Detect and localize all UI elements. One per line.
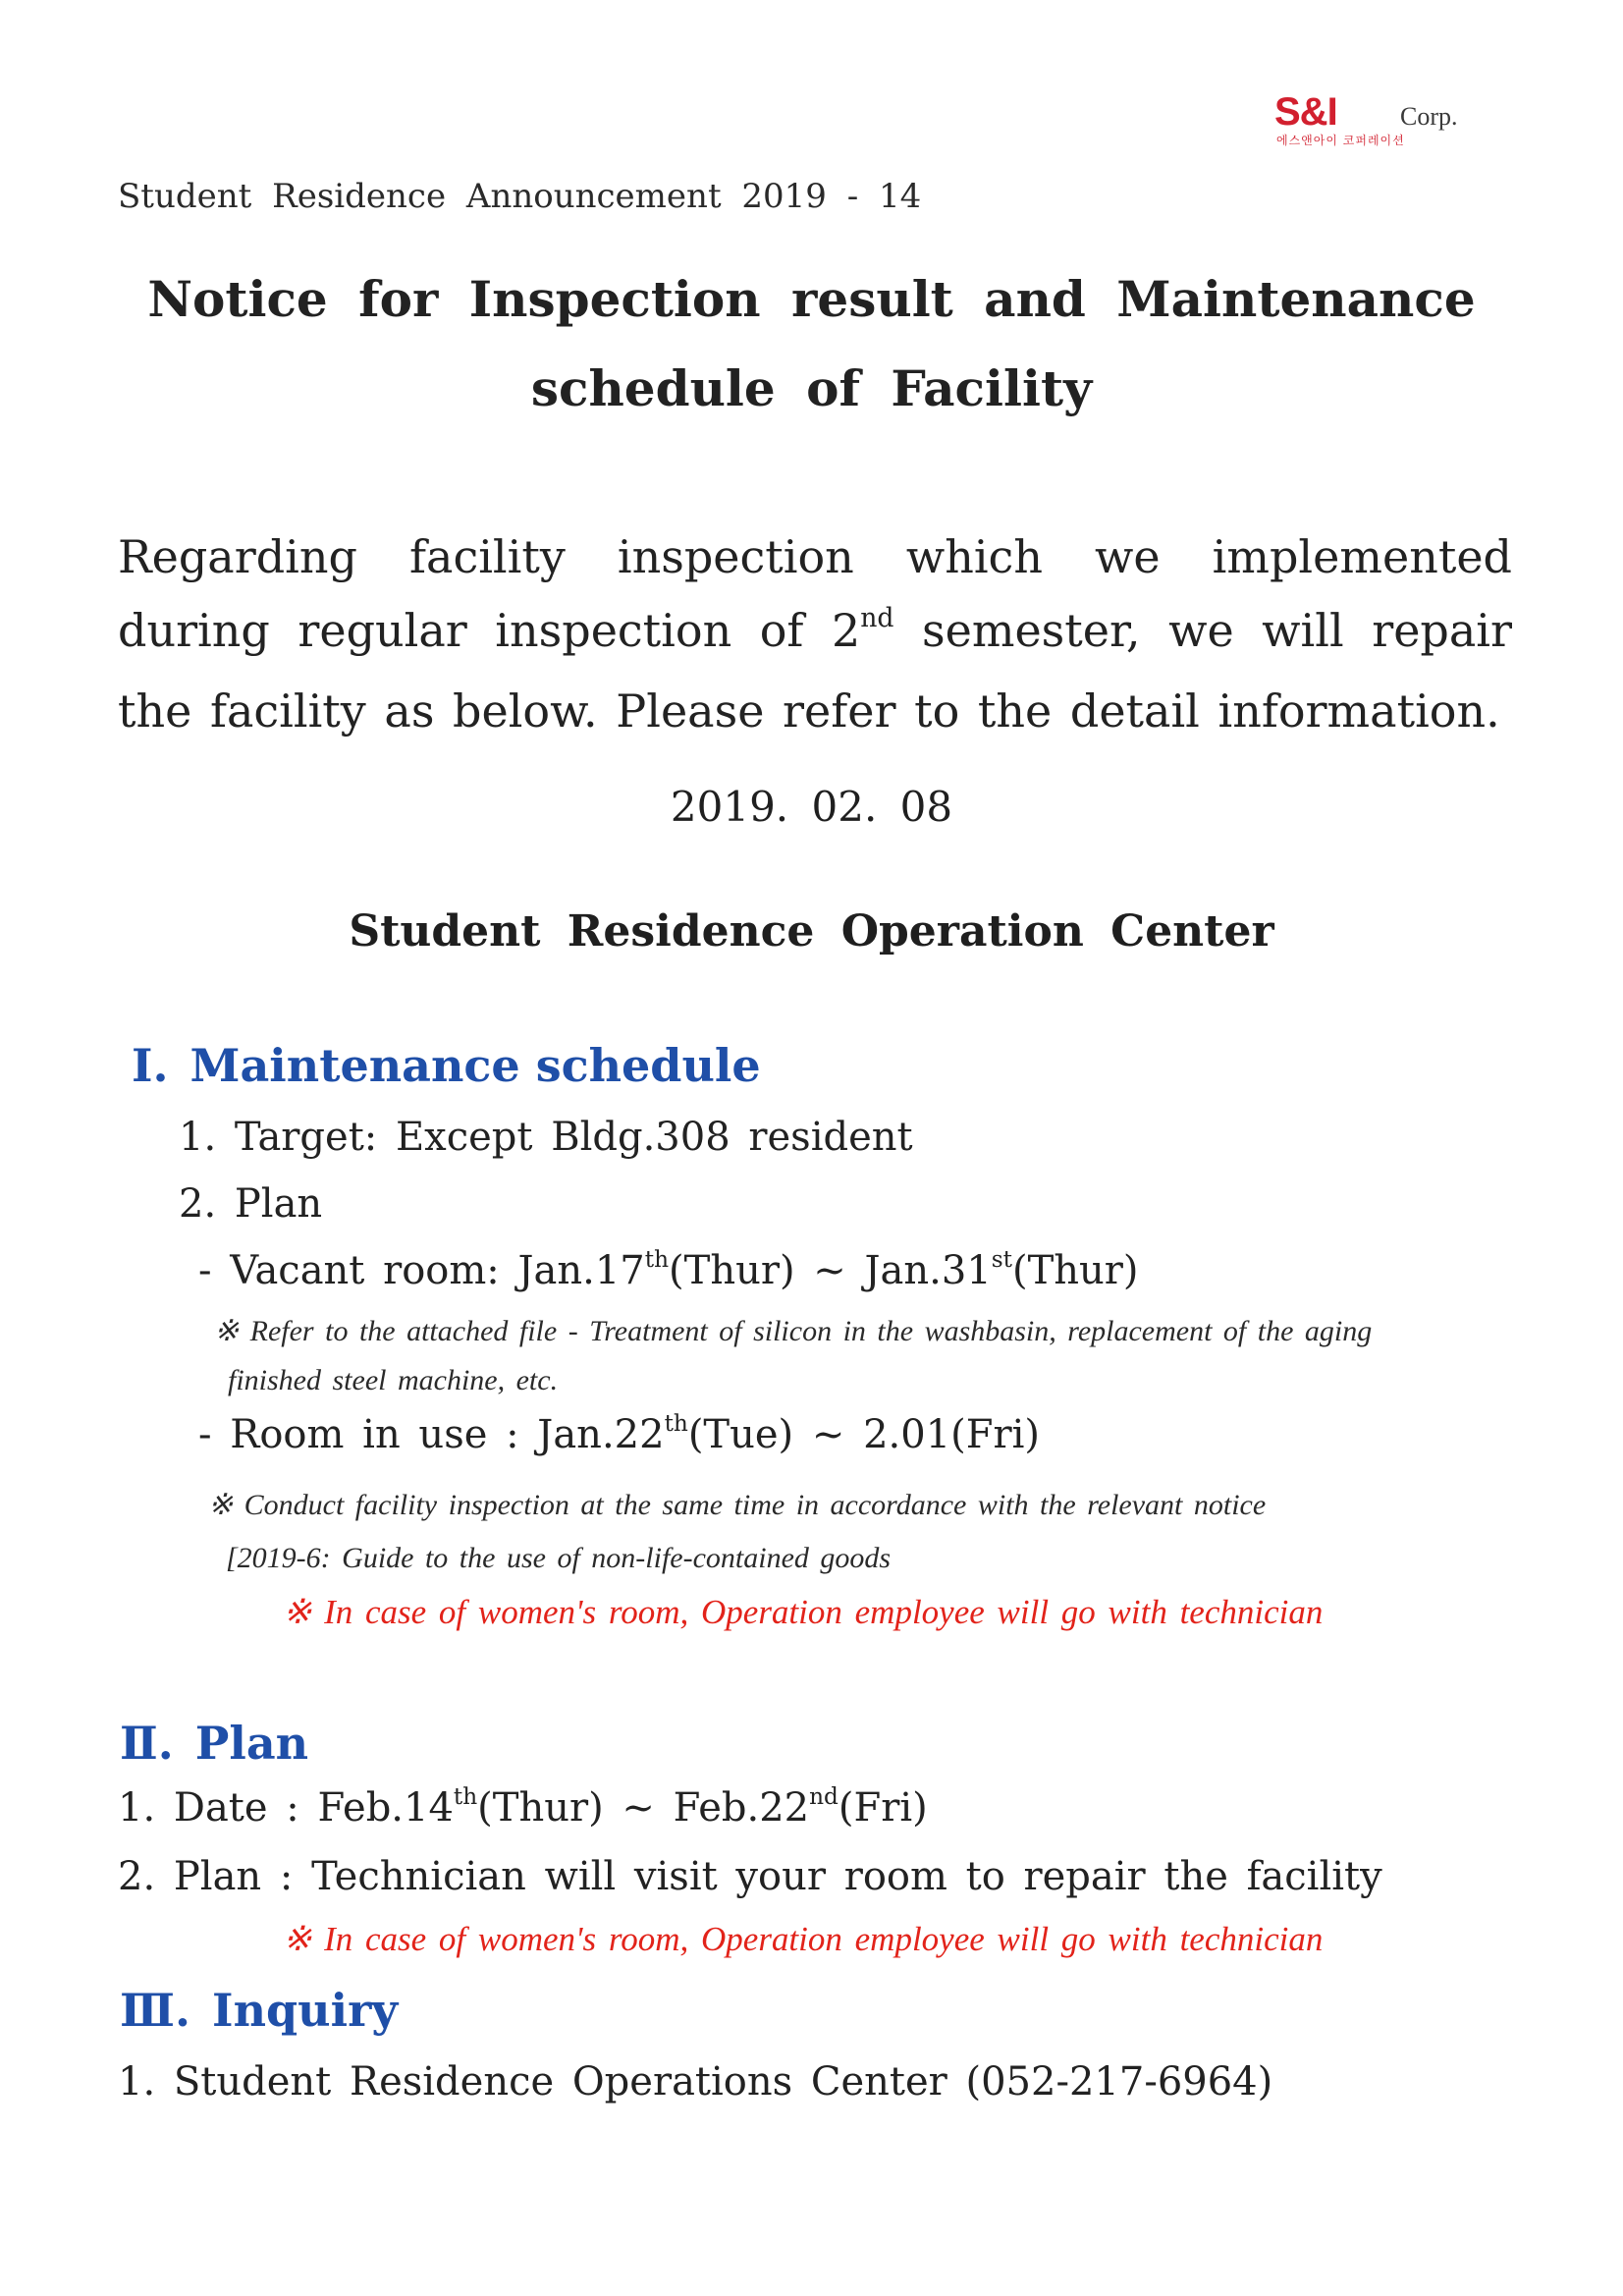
section-2-plan: 2. Plan : Technician will visit your room to repair the facility	[118, 1854, 1382, 1899]
vacant-room-note-line-1: ※ Refer to the attached file - Treatment of silicon in the washbasin, replacement of the aging	[214, 1315, 1373, 1347]
section-3-heading	[120, 1984, 398, 2037]
announcement-number: Student Residence Announcement 2019 - 14	[118, 177, 922, 216]
company-logo	[1274, 92, 1502, 151]
section-2-title: Plan	[194, 1717, 309, 1770]
notice-date: 2019. 02. 08	[670, 783, 953, 831]
section-3-number: Ⅲ.	[120, 1984, 191, 2037]
logo-korean-text: 에스앤아이 코퍼레이션	[1276, 134, 1405, 147]
womens-room-note-2: ※ In case of women's room, Operation employee will go with technician	[283, 1920, 1324, 1958]
section-1-target: 1. Target: Except Bldg.308 resident	[179, 1115, 913, 1160]
logo-corp-text: Corp.	[1400, 102, 1458, 131]
vacant-room-schedule: - Vacant room: Jan.17th(Thur) ~ Jan.31st(Thur)	[198, 1245, 1139, 1293]
section-3-title: Inquiry	[212, 1984, 399, 2037]
issuer-name: Student Residence Operation Center	[349, 906, 1274, 957]
intro-paragraph	[118, 520, 1512, 748]
section-2-heading	[120, 1717, 308, 1770]
room-in-use-schedule: - Room in use : Jan.22th(Tue) ~ 2.01(Fri)	[198, 1409, 1041, 1457]
vacant-room-note-line-2: finished steel machine, etc.	[228, 1364, 559, 1396]
section-1-heading	[132, 1039, 761, 1092]
room-in-use-note-line-1: ※ Conduct facility inspection at the same time in accordance with the relevant notice	[208, 1489, 1267, 1521]
section-3-inquiry-contact: 1. Student Residence Operations Center (052-217-6964)	[118, 2059, 1273, 2105]
section-2-date: 1. Date : Feb.14th(Thur) ~ Feb.22nd(Fri)	[118, 1782, 928, 1831]
section-1-title: Maintenance schedule	[189, 1039, 761, 1092]
intro-line-3: the facility as below. Please refer to the detail information.	[118, 684, 1500, 738]
womens-room-note-1: ※ In case of women's room, Operation employee will go with technician	[283, 1593, 1324, 1631]
section-2-number: Ⅱ.	[120, 1717, 174, 1770]
logo-main-text: S&I	[1274, 90, 1337, 134]
title-line-1: Notice for Inspection result and Maintenance	[147, 270, 1476, 328]
room-in-use-note-line-2: [2019-6: Guide to the use of non-life-contained goods	[226, 1542, 892, 1574]
title-line-2: schedule of Facility	[530, 359, 1093, 417]
section-1-plan-label: 2. Plan	[179, 1181, 323, 1227]
intro-line-2: during regular inspection of 2nd semester, we will repair	[118, 603, 1512, 657]
intro-line-1: Regarding facility inspection which we implemented	[118, 530, 1512, 583]
section-1-number: Ⅰ.	[132, 1039, 169, 1092]
